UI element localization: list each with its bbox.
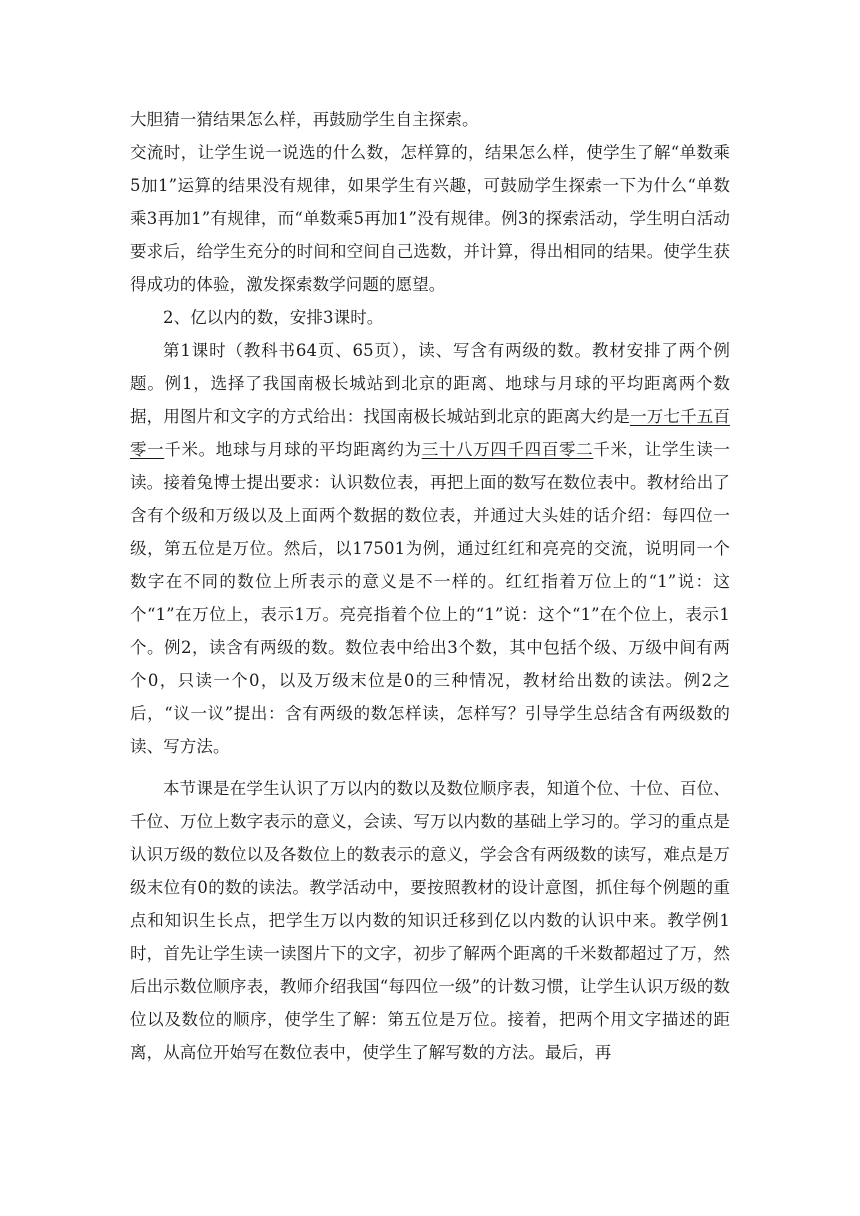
paragraph-2: 交流时，让学生说一说选的什么数，怎样算的，结果怎么样，使学生了解“单数乘5加1”运算的结果没有规律，如果学生有兴趣，可鼓励学生探索一下为什么“单数乘3再加1”有规律，而“单数乘5再加1”没有规律。例3的探索活动，学生明白活动要求后，给学生充分的时间和空间自己选数，并计算，得出相同的结果。使学生获得成功的体验，激发探索数学问题的愿望。	[130, 143, 730, 294]
paragraph-3: 2、亿以内的数，安排3课时。	[163, 308, 384, 327]
document-page	[130, 103, 730, 1069]
paragraph-4-text-a: 第1课时（教科书64页、65页），读、写含有两级的数。教材安排了两个例题。例1，选择了我国南极长城站到北京的距离、地球与月球的平均距离两个数据，用图片和文字的方式给出：找国南极长城站到北京的距离大约是	[130, 341, 730, 426]
paragraph-1: 大胆猜一猜结果怎么样，再鼓励学生自主探索。	[130, 110, 479, 129]
underlined-distance-2: 三十八万四千四百零二	[421, 440, 594, 459]
paragraph-5: 本节课是在学生认识了万以内的数以及数位顺序表，知道个位、十位、百位、千位、万位上数字表示的意义，会读、写万以内数的基础上学习的。学习的重点是认识万级的数位以及各数位上的数表示的意义，学会含有两级数的读写，难点是万级末位有0的数的读法。教学活动中，要按照教材的设计意图，抓住每个例题的重点和知识生长点，把学生万以内数的知识迁移到亿以内数的认识中来。教学例1时，首先让学生读一读图片下的文字，初步了解两个距离的千米数都超过了万，然后出示数位顺序表，教师介绍我国“每四位一级”的计数习惯，让学生认识万级的数位以及数位的顺序，使学生了解：第五位是万位。接着，把两个用文字描述的距离，从高位开始写在数位表中，使学生了解写数的方法。最后，再	[130, 779, 730, 1062]
paragraph-4	[130, 334, 730, 763]
underlined-distance-1: 一万七千五百零一	[130, 407, 731, 459]
paragraph-4-text-b: 千米。地球与月球的平均距离约为	[164, 440, 422, 459]
paragraph-4-text-c: 千米，让学生读一读。接着兔博士提出要求：认识数位表，再把上面的数写在数位表中。教材给出了含有个级和万级以及上面两个数据的数位表，并通过大头娃的话介绍：每四位一级，第五位是万位。然后，以17501为例，通过红红和亮亮的交流，说明同一个数字在不同的数位上所表示的意义是不一样的。红红指着万位上的“1”说：这个“1”在万位上，表示1万。亮亮指着个位上的“1”说：这个“1”在个位上，表示1个。例2，读含有两级的数。数位表中给出3个数，其中包括个级、万级中间有两个0，只读一个0，以及万级末位是0的三种情况，教材给出数的读法。例2之后，“议一议”提出：含有两级的数怎样读，怎样写？引导学生总结含有两级数的读、写方法。	[130, 440, 731, 756]
